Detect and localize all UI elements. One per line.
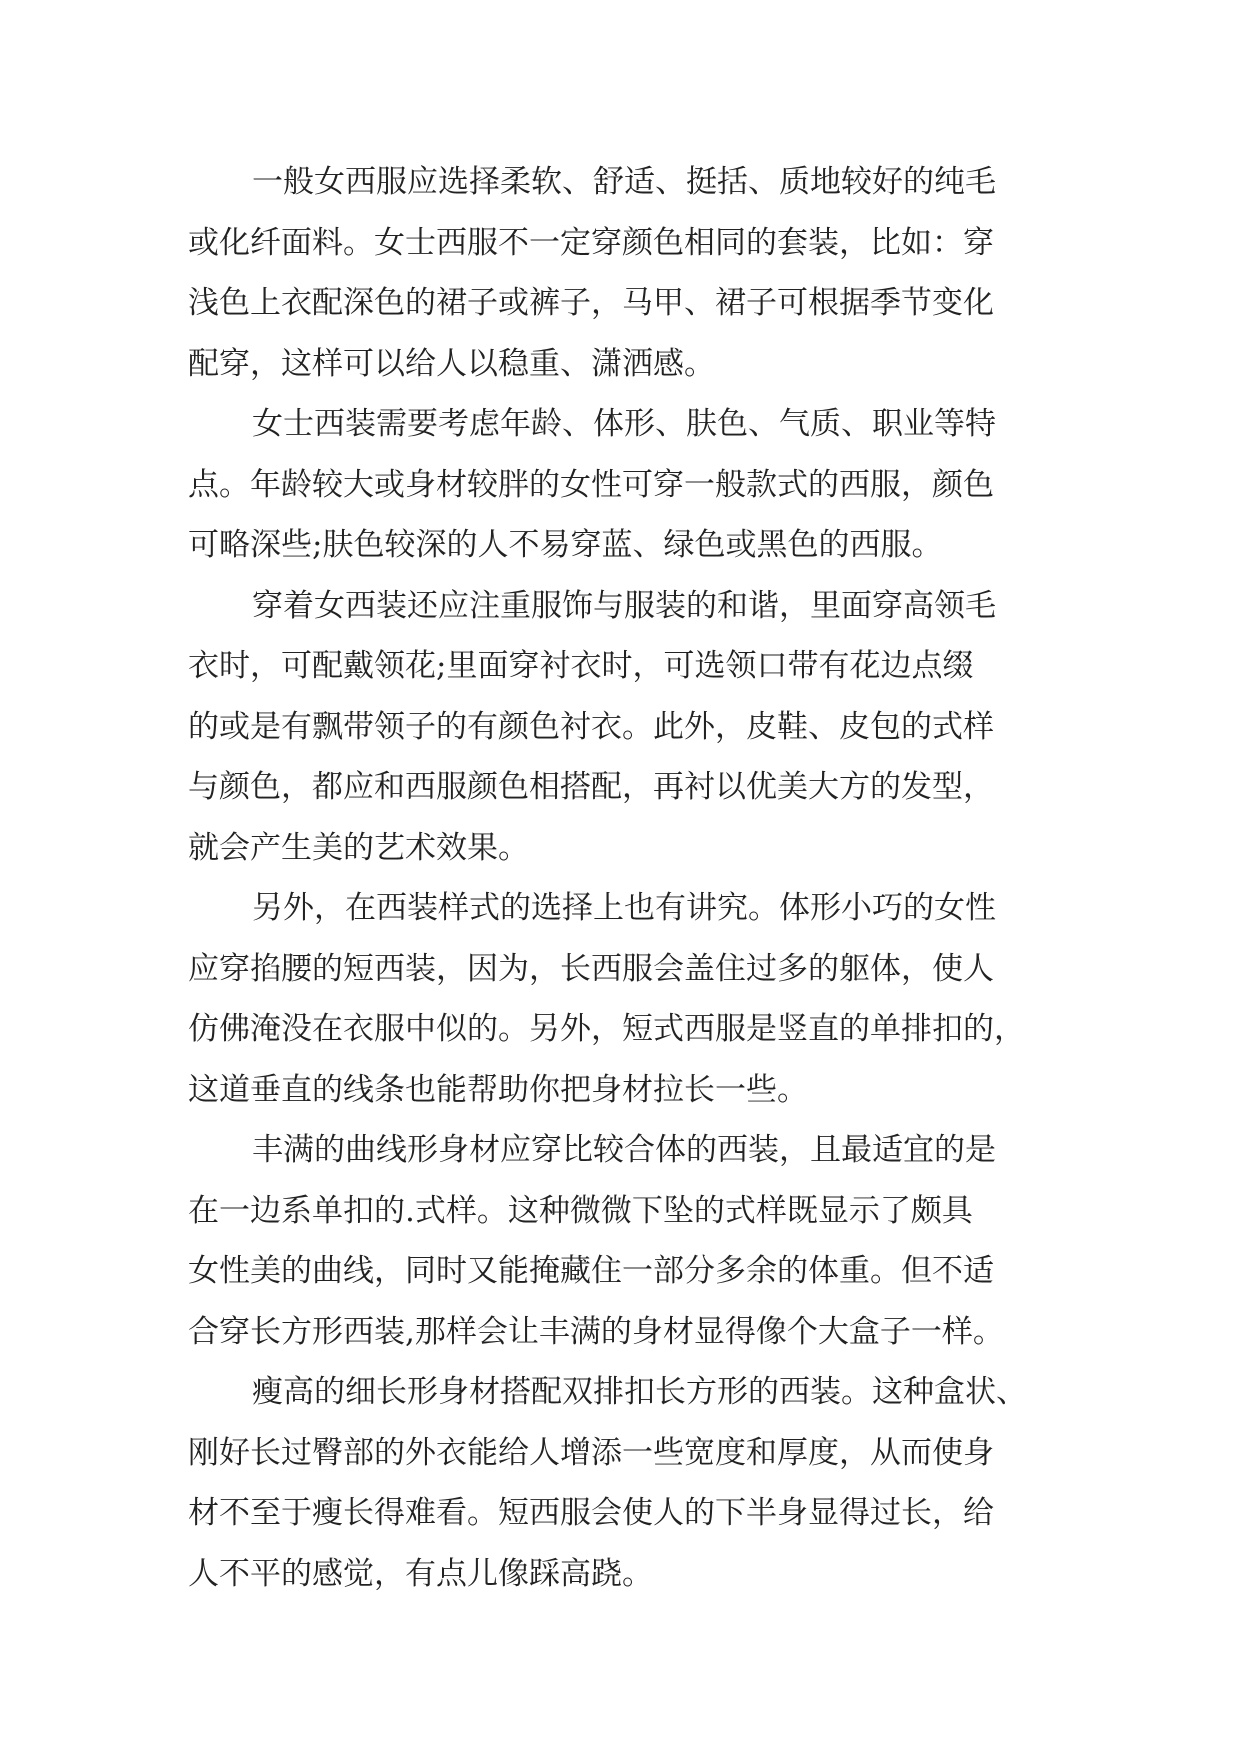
paragraph-line: 点。年龄较大或身材较胖的女性可穿一般款式的西服，颜色 [188,466,994,503]
paragraph-line: 浅色上衣配深色的裙子或裤子，马甲、裙子可根据季节变化 [188,285,994,321]
paragraph-line: 配穿，这样可以给人以稳重、潇洒感。 [188,345,715,382]
paragraph-line: 衣时，可配戴领花;里面穿衬衣时，可选领口带有花边点缀 [188,648,974,684]
document-body [188,152,1060,1604]
paragraph-tall-style [188,1362,1060,1604]
paragraph-line: 女士西装需要考虑年龄、体形、肤色、气质、职业等特 [252,406,996,442]
paragraph-accessories [188,576,1060,879]
paragraph-line: 应穿掐腰的短西装，因为，长西服会盖住过多的躯体，使人 [188,950,994,987]
paragraph-line: 的或是有飘带领子的有颜色衬衣。此外，皮鞋、皮包的式样 [188,708,994,745]
paragraph-line: 瘦高的细长形身材搭配双排扣长方形的西装。这种盒状、 [252,1374,1027,1410]
paragraph-line: 这道垂直的线条也能帮助你把身材拉长一些。 [188,1071,808,1108]
paragraph-curvy-style [188,1120,1060,1362]
paragraph-line: 材不至于瘦长得难看。短西服会使人的下半身显得过长，给 [188,1495,994,1531]
paragraph-line: 与颜色，都应和西服颜色相搭配，再衬以优美大方的发型， [188,769,994,805]
paragraph-line: 女性美的曲线，同时又能掩藏住一部分多余的体重。但不适 [188,1253,994,1289]
paragraph-line: 就会产生美的艺术效果。 [188,829,529,866]
paragraph-line: 在一边系单扣的.式样。这种微微下坠的式样既显示了颇具 [188,1192,973,1229]
paragraph-line: 刚好长过臀部的外衣能给人增添一些宽度和厚度，从而使身 [188,1434,994,1471]
paragraph-line: 另外，在西装样式的选择上也有讲究。体形小巧的女性 [252,890,996,926]
paragraph-line: 可略深些;肤色较深的人不易穿蓝、绿色或黑色的西服。 [188,527,943,563]
paragraph-considerations [188,394,1060,576]
paragraph-petite-style [188,878,1060,1120]
paragraph-line: 合穿长方形西装,那样会让丰满的身材显得像个大盒子一样。 [188,1313,1004,1350]
paragraph-line: 丰满的曲线形身材应穿比较合体的西装，且最适宜的是 [252,1132,996,1168]
paragraph-fabric [188,152,1060,394]
paragraph-line: 仿佛淹没在衣服中似的。另外，短式西服是竖直的单排扣的， [188,1011,1025,1047]
paragraph-line: 或化纤面料。女士西服不一定穿颜色相同的套装，比如：穿 [188,224,994,261]
paragraph-line: 穿着女西装还应注重服饰与服装的和谐，里面穿高领毛 [252,587,996,624]
paragraph-line: 人不平的感觉，有点儿像踩高跷。 [188,1555,653,1592]
paragraph-line: 一般女西服应选择柔软、舒适、挺括、质地较好的纯毛 [252,164,996,200]
